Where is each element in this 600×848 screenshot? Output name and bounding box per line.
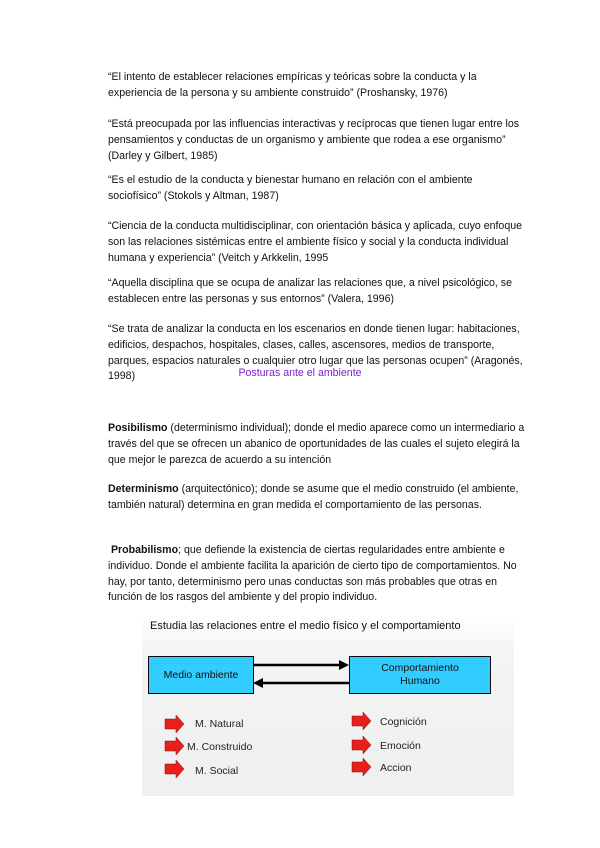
red-arrow-icon bbox=[165, 737, 184, 755]
item-m-social: M. Social bbox=[195, 765, 239, 777]
arrow-left-head bbox=[253, 678, 263, 688]
posture-term: Posibilismo bbox=[108, 422, 168, 434]
quote-stokols-altman: “Es el estudio de la conducta y bienestar humano en relación con el ambiente sociofísico” (Stokols y Altman, 1987) bbox=[108, 174, 473, 202]
posture-term: Probabilismo bbox=[110, 544, 179, 556]
item-cognicion: Cognición bbox=[380, 716, 427, 728]
diagram-title: Estudia las relaciones entre el medio físico y el comportamiento bbox=[150, 620, 461, 632]
item-m-natural: M. Natural bbox=[195, 718, 244, 730]
quote-aragones: “Se trata de analizar la conducta en los escenarios en donde tienen lugar: habitaciones, edificios, despachos, hospitales, clases, calles, ascensores, medios de transporte, parques, espacios naturales o cualquier otro lugar que las personas ocupen” (Aragonés, 1998) bbox=[108, 323, 523, 383]
red-arrow-icon bbox=[352, 712, 371, 730]
comportamiento-label-line2: Humano bbox=[400, 675, 440, 687]
comportamiento-label-line1: Comportamiento bbox=[381, 662, 459, 674]
quote-darley-gilbert: “Está preocupada por las influencias interactivas y recíprocas que tienen lugar entre los pensamientos y conductas de un organismo y ambiente que rodea a ese organismo” (Darley y Gilbert, 1985) bbox=[108, 118, 520, 162]
posture-text: (determinismo individual); donde el medio aparece como un intermediario a través del que se ofrecen un abanico de oportunidades de las cuales el sujeto elegirá la que mejor le parezca de acuerdo a su intención bbox=[108, 422, 525, 466]
red-arrow-icon bbox=[352, 736, 371, 754]
item-m-construido: M. Construido bbox=[187, 741, 253, 753]
red-arrow-icon bbox=[165, 715, 184, 733]
posture-text: (arquitectónico); donde se asume que el medio construido (el ambiente, también natural) determina en gran medida el comportamiento de las personas. bbox=[108, 483, 519, 511]
quote-proshansky: “El intento de establecer relaciones empíricas y teóricas sobre la conducta y la experiencia de la persona y su ambiente construido” (Proshansky, 1976) bbox=[108, 71, 477, 99]
section-heading: Posturas ante el ambiente bbox=[238, 367, 362, 379]
item-emocion: Emoción bbox=[380, 740, 421, 752]
quote-veitch-arkkelin: “Ciencia de la conducta multidisciplinar, con orientación básica y aplicada, cuyo enfoque son las relaciones sistémicas entre el ambiente físico y social y la conducta individual humana y experiencia” (Veitch y Arkkelin, 1995 bbox=[108, 220, 522, 264]
red-arrow-icon bbox=[165, 760, 184, 778]
medio-ambiente-label: Medio ambiente bbox=[163, 668, 239, 681]
posture-term: Determinismo bbox=[108, 483, 179, 495]
item-accion: Accion bbox=[380, 762, 412, 774]
arrow-right-head bbox=[339, 660, 349, 670]
red-arrow-icon bbox=[352, 758, 371, 776]
posture-text: ; que defiende la existencia de ciertas regularidades entre ambiente e individuo. Donde el ambiente facilita la aparición de cierto tipo de comportamientos. No hay, por tanto, determinismo pero unas conductas son más probables que otras en función de los rasgos del ambiente y del propio individuo. bbox=[108, 544, 517, 604]
quote-valera: “Aquella disciplina que se ocupa de analizar las relaciones que, a nivel psicológico, se establecen entre las personas y sus entornos” (Valera, 1996) bbox=[108, 277, 512, 305]
